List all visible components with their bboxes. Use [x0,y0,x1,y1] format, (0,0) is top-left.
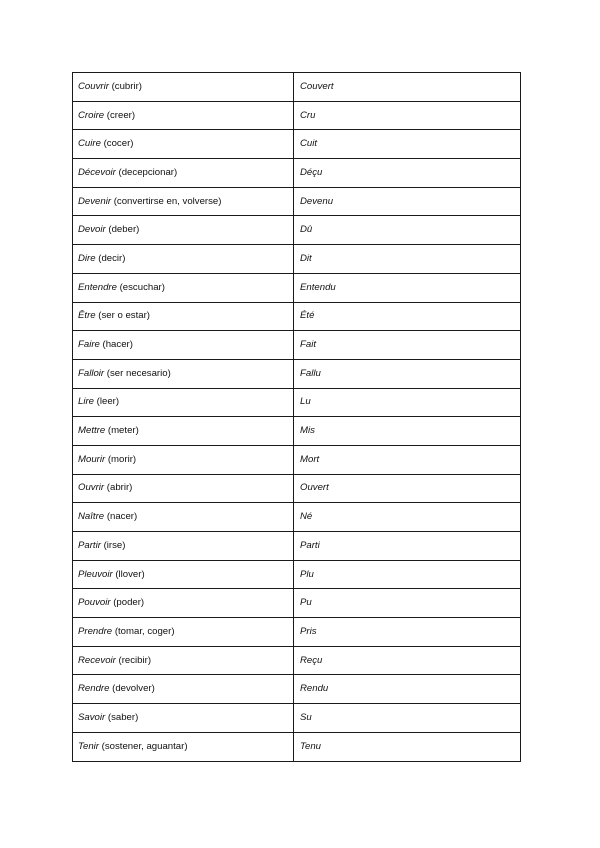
table-row [73,732,521,761]
table-row [73,532,521,561]
past-participle-cell: Reçu [294,646,521,675]
verb-cell [73,675,294,704]
infinitive: Mourir [78,453,106,465]
table-row [73,417,521,446]
infinitive: Devenir [78,195,112,207]
table-row [73,704,521,733]
infinitive: Savoir [78,711,106,723]
infinitive: Décevoir [78,166,116,178]
past-participle-cell: Couvert [294,73,521,102]
infinitive: Être [78,310,96,322]
verb-cell [73,589,294,618]
translation: (poder) [113,597,145,609]
infinitive: Recevoir [78,654,116,666]
past-participle-cell: Cru [294,101,521,130]
past-participle-cell: Parti [294,532,521,561]
table-row [73,216,521,245]
translation: (llover) [115,568,145,580]
translation: (ser necesario) [106,367,171,379]
verb-cell [73,101,294,130]
infinitive: Naître [78,511,105,523]
infinitive: Entendre [78,281,117,293]
translation: (decepcionar) [118,166,178,178]
verb-cell [73,216,294,245]
verb-cell [73,532,294,561]
table-row [73,101,521,130]
translation: (leer) [96,396,120,408]
table-row [73,503,521,532]
past-participle-cell: Déçu [294,159,521,188]
translation: (cocer) [103,138,134,150]
infinitive: Couvrir [78,80,109,92]
table-row [73,73,521,102]
table-row [73,331,521,360]
table-row [73,474,521,503]
verb-cell [73,245,294,274]
verb-cell [73,704,294,733]
past-participle-cell: Tenu [294,732,521,761]
past-participle-cell: Entendu [294,273,521,302]
verb-cell [73,302,294,331]
table-row [73,159,521,188]
translation: (convertirse en, volverse) [113,195,222,207]
past-participle-cell: Plu [294,560,521,589]
verb-table-body [73,73,521,762]
translation: (abrir) [106,482,133,494]
translation: (deber) [108,224,140,236]
verb-cell [73,388,294,417]
translation: (irse) [103,539,126,551]
infinitive: Rendre [78,683,110,695]
past-participle-cell: Cuit [294,130,521,159]
past-participle-cell: Dit [294,245,521,274]
past-participle-cell: Mis [294,417,521,446]
table-row [73,273,521,302]
infinitive: Pouvoir [78,597,111,609]
table-row [73,130,521,159]
translation: (hacer) [102,339,133,351]
verb-cell [73,273,294,302]
verb-cell [73,359,294,388]
translation: (ser o estar) [98,310,150,322]
table-row [73,618,521,647]
translation: (recibir) [118,654,152,666]
past-participle-cell: Mort [294,445,521,474]
verb-cell [73,503,294,532]
translation: (creer) [106,109,136,121]
verb-participle-table [72,72,521,762]
infinitive: Faire [78,339,100,351]
verb-cell [73,445,294,474]
table-row [73,245,521,274]
verb-cell [73,159,294,188]
past-participle-cell: Devenu [294,187,521,216]
translation: (morir) [107,453,137,465]
past-participle-cell: Fait [294,331,521,360]
infinitive: Lire [78,396,94,408]
translation: (nacer) [106,511,138,523]
infinitive: Dire [78,252,96,264]
past-participle-cell: Été [294,302,521,331]
table-row [73,589,521,618]
verb-cell [73,646,294,675]
table-row [73,302,521,331]
verb-cell [73,73,294,102]
infinitive: Pleuvoir [78,568,113,580]
verb-cell [73,560,294,589]
table-row [73,560,521,589]
table-row [73,675,521,704]
translation: (saber) [107,711,139,723]
infinitive: Prendre [78,625,113,637]
translation: (tomar, coger) [114,625,175,637]
infinitive: Falloir [78,367,105,379]
verb-cell [73,187,294,216]
past-participle-cell: Né [294,503,521,532]
translation: (escuchar) [119,281,165,293]
verb-cell [73,618,294,647]
verb-cell [73,474,294,503]
infinitive: Devoir [78,224,106,236]
table-row [73,187,521,216]
infinitive: Cuire [78,138,101,150]
infinitive: Croire [78,109,105,121]
past-participle-cell: Ouvert [294,474,521,503]
past-participle-cell: Fallu [294,359,521,388]
translation: (sostener, aguantar) [101,740,188,752]
verb-cell [73,417,294,446]
table-row [73,359,521,388]
past-participle-cell: Pu [294,589,521,618]
translation: (meter) [107,425,139,437]
past-participle-cell: Pris [294,618,521,647]
infinitive: Tenir [78,740,99,752]
verb-cell [73,331,294,360]
past-participle-cell: Dû [294,216,521,245]
verb-cell [73,130,294,159]
translation: (cubrir) [111,80,142,92]
table-row [73,388,521,417]
table-row [73,646,521,675]
infinitive: Partir [78,539,101,551]
past-participle-cell: Rendu [294,675,521,704]
past-participle-cell: Lu [294,388,521,417]
translation: (devolver) [112,683,155,695]
infinitive: Mettre [78,425,106,437]
translation: (decir) [98,252,126,264]
past-participle-cell: Su [294,704,521,733]
infinitive: Ouvrir [78,482,105,494]
table-row [73,445,521,474]
verb-cell [73,732,294,761]
